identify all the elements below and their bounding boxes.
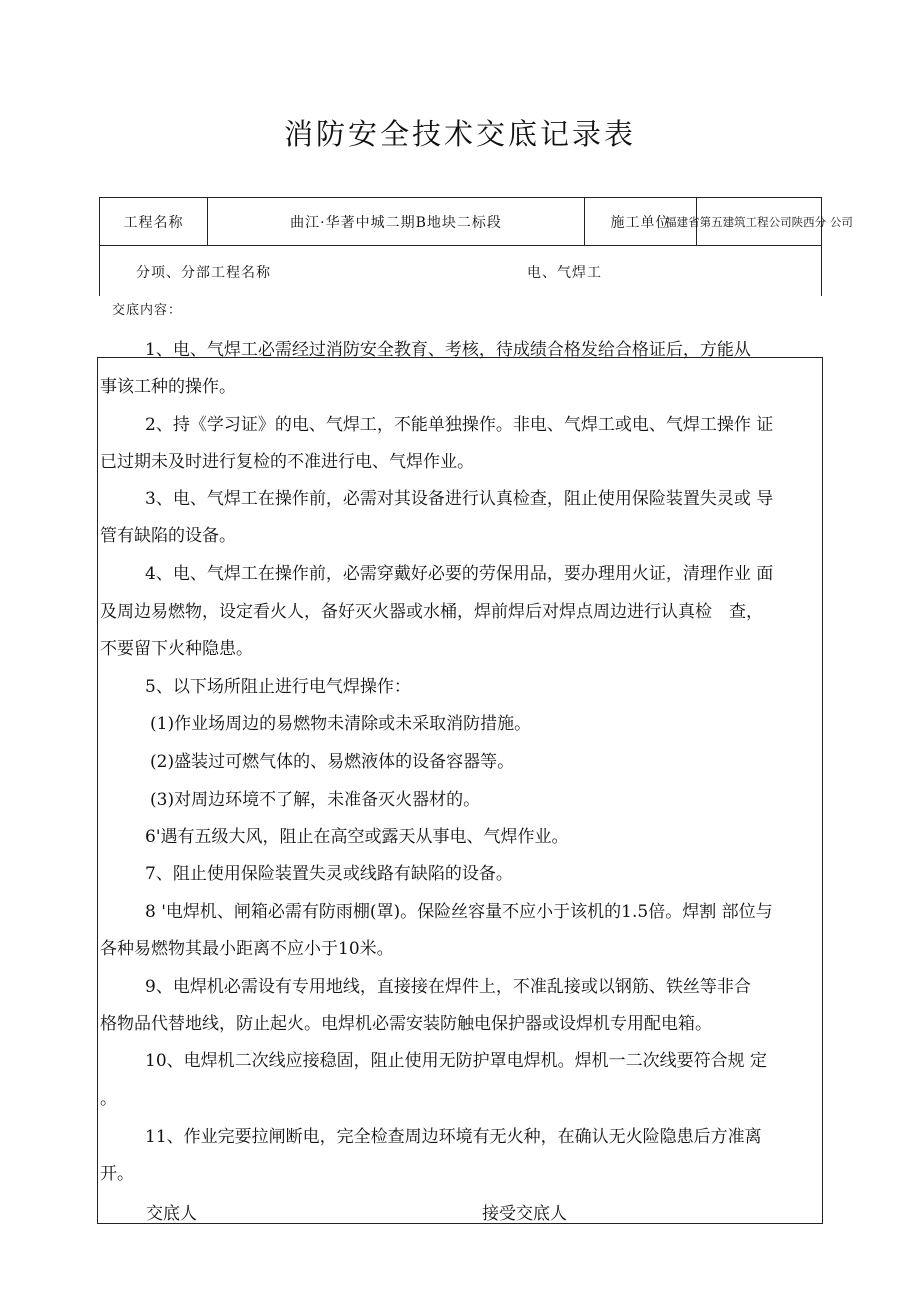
- content-line-11: (1)作业场周边的易燃物未清除或未采取消防措施。: [150, 714, 532, 734]
- construction-unit-label: 施工单位: [585, 198, 697, 245]
- subproject-label: 分项、分部工程名称: [136, 265, 271, 281]
- content-line-17: 各种易燃物其最小距离不应小于10米。: [100, 939, 394, 959]
- content-line-19: 格物品代替地线，防止起火。电焊机必需安装防触电保护器或设焊机专用配电箱。: [100, 1014, 712, 1034]
- page-title: 消防安全技术交底记录表: [283, 117, 636, 151]
- content-line-2: 事该工种的操作。: [100, 377, 236, 397]
- header-table: [99, 197, 853, 296]
- content-line-22: 11、作业完要拉闸断电，完全检查周边环境有无火种，在确认无火险隐患后方准离: [145, 1127, 762, 1147]
- subproject-value: 电、气焊工: [527, 265, 602, 281]
- project-name-value: 曲江·华著中城二期B地块二标段: [208, 198, 585, 245]
- content-line-3: 2、持《学习证》的电、气焊工，不能单独操作。非电、气焊工或电、气焊工操作 证: [145, 415, 774, 435]
- content-line-16: 8 '电焊机、闸箱必需有防雨棚(罩)。保险丝容量不应小于该机的1.5倍。焊割 部位与: [145, 902, 773, 922]
- content-line-15: 7、阻止使用保险装置失灵或线路有缺陷的设备。: [145, 864, 513, 884]
- header-row-project: [100, 198, 853, 246]
- content-line-10: 5、以下场所阻止进行电气焊操作：: [145, 677, 411, 697]
- content-line-12: (2)盛装过可燃气体的、易燃液体的设备容器等。: [150, 752, 515, 772]
- content-label: 交底内容：: [112, 303, 183, 318]
- content-line-1: 1、电、气焊工必需经过消防安全教育、考核，待成绩合格发给合格证后，方能从: [145, 340, 751, 360]
- content-line-18: 9、电焊机必需设有专用地线，直接接在焊件上，不准乱接或以钢筋、铁丝等非合: [145, 977, 751, 997]
- content-line-7: 4、电、气焊工在操作前，必需穿戴好必要的劳保用品，要办理用火证，清理作业 面: [145, 564, 774, 584]
- content-line-8: 及周边易燃物，设定看火人，备好灭火器或水桶，焊前焊后对焊点周边进行认真检 查，: [100, 602, 763, 622]
- content-line-4: 已过期未及时进行复检的不准进行电、气焊作业。: [100, 452, 474, 472]
- content-line-23: 开。: [100, 1164, 134, 1184]
- content-line-20: 10、电焊机二次线应接稳固，阻止使用无防护罩电焊机。焊机一二次线要符合规 定: [145, 1051, 768, 1071]
- content-line-14: 6'遇有五级大风，阻止在高空或露天从事电、气焊作业。: [145, 827, 569, 847]
- content-line-13: (3)对周边环境不了解，未准备灭火器材的。: [150, 790, 481, 810]
- content-line-21: 。: [100, 1089, 117, 1109]
- construction-unit-value: 福建省第五建筑工程公司陕西分 公司: [665, 214, 853, 229]
- receiver-label: 接受交底人: [482, 1204, 567, 1224]
- content-line-6: 管有缺陷的设备。: [100, 526, 236, 546]
- content-line-5: 3、电、气焊工在操作前，必需对其设备进行认真检查，阻止使用保险装置失灵或 导: [145, 489, 774, 509]
- giver-label: 交底人: [146, 1204, 197, 1224]
- content-line-9: 不要留下火种隐患。: [100, 639, 253, 659]
- project-name-label: 工程名称: [100, 198, 208, 245]
